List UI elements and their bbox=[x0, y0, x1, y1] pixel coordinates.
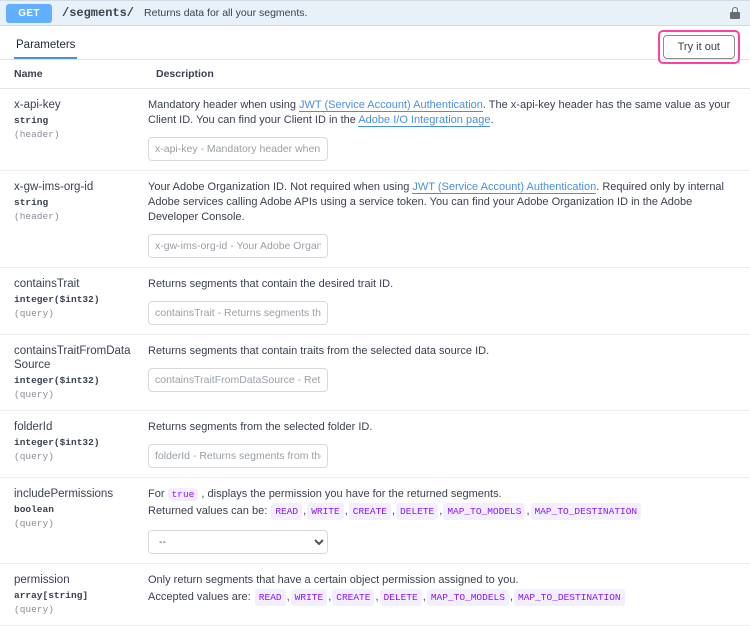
parameter-name: x-api-key bbox=[14, 99, 61, 111]
parameter-name-cell bbox=[0, 268, 142, 335]
table-row bbox=[0, 89, 750, 171]
description-text: Mandatory header when using bbox=[148, 99, 300, 111]
parameter-description-cell bbox=[142, 564, 750, 626]
description-text: For bbox=[148, 488, 168, 500]
parameter-name-cell bbox=[0, 335, 142, 411]
description-text: , displays the permission you have for the returned segments. bbox=[198, 488, 502, 500]
tabs-row bbox=[0, 26, 750, 60]
description-text: . The x-api-key header has the same value as your Client ID. You can find your Client ID in the bbox=[148, 99, 731, 126]
parameter-location: (query) bbox=[14, 389, 54, 400]
description-text: Your Adobe Organization ID. Not required when using bbox=[148, 181, 413, 193]
enum-value: READ bbox=[255, 589, 286, 606]
parameter-type: integer($int32) bbox=[14, 294, 100, 305]
parameters-table bbox=[0, 60, 750, 626]
parameter-description bbox=[148, 98, 734, 128]
enum-value: DELETE bbox=[380, 589, 422, 606]
parameter-description bbox=[148, 573, 734, 607]
enum-separator: , bbox=[303, 505, 307, 517]
parameter-name-cell bbox=[0, 411, 142, 478]
parameter-name-cell bbox=[0, 89, 142, 171]
operation-header[interactable] bbox=[0, 0, 750, 26]
parameter-description-cell bbox=[142, 89, 750, 171]
description-text: Only return segments that have a certain object permission assigned to you. bbox=[148, 574, 519, 586]
parameter-input-folderId[interactable] bbox=[148, 444, 328, 468]
operation-path: /segments/ bbox=[62, 6, 135, 20]
parameter-description-cell bbox=[142, 268, 750, 335]
description-text: Returns segments from the selected folder ID. bbox=[148, 421, 373, 433]
description-text: Returns segments that contain the desired trait ID. bbox=[148, 278, 394, 290]
table-row bbox=[0, 268, 750, 335]
table-row bbox=[0, 411, 750, 478]
parameter-location: (header) bbox=[14, 211, 60, 222]
description-text: Returned values can be: bbox=[148, 505, 271, 517]
parameter-select-includePermissions[interactable] bbox=[148, 530, 328, 554]
table-row bbox=[0, 335, 750, 411]
parameter-location: (query) bbox=[14, 308, 54, 319]
enum-separator: , bbox=[526, 505, 530, 517]
enum-separator: , bbox=[422, 591, 426, 603]
parameter-type: integer($int32) bbox=[14, 437, 100, 448]
parameter-description-cell bbox=[142, 478, 750, 564]
parameter-input-containsTraitFromDataSource[interactable] bbox=[148, 368, 328, 392]
enum-value: READ bbox=[271, 503, 302, 520]
try-it-out-button[interactable]: Try it out bbox=[663, 35, 735, 59]
parameter-description bbox=[148, 344, 734, 359]
description-text: . Required only by internal Adobe services calling Adobe APIs using a service token. You can find your Adobe Organization ID in the Adobe Developer Console. bbox=[148, 181, 724, 223]
parameter-name-cell bbox=[0, 171, 142, 268]
parameter-description bbox=[148, 180, 734, 225]
table-row bbox=[0, 564, 750, 626]
enum-separator: , bbox=[344, 505, 348, 517]
http-method-badge: GET bbox=[6, 4, 52, 23]
parameter-location: (query) bbox=[14, 518, 54, 529]
parameter-type: string bbox=[14, 197, 49, 208]
enum-separator: , bbox=[375, 591, 379, 603]
parameters-rows bbox=[0, 89, 750, 626]
enum-value: MAP_TO_MODELS bbox=[443, 503, 525, 520]
enum-value: MAP_TO_DESTINATION bbox=[514, 589, 625, 606]
parameter-location: (header) bbox=[14, 129, 60, 140]
parameter-input-x-api-key[interactable] bbox=[148, 137, 328, 161]
enum-value: MAP_TO_MODELS bbox=[427, 589, 509, 606]
enum-separator: , bbox=[286, 591, 290, 603]
tab-parameters[interactable]: Parameters bbox=[14, 39, 77, 59]
lock-icon[interactable] bbox=[728, 6, 742, 20]
parameter-name-cell bbox=[0, 564, 142, 626]
parameter-name: permission bbox=[14, 574, 70, 586]
parameter-description bbox=[148, 420, 734, 435]
try-it-out-highlight bbox=[658, 30, 740, 64]
operation-summary: Returns data for all your segments. bbox=[144, 7, 308, 19]
parameter-description-cell bbox=[142, 171, 750, 268]
parameter-description bbox=[148, 277, 734, 292]
description-text: . bbox=[490, 114, 494, 126]
description-text: Accepted values are: bbox=[148, 591, 254, 603]
parameter-name: includePermissions bbox=[14, 488, 114, 500]
parameter-name: x-gw-ims-org-id bbox=[14, 181, 94, 193]
parameter-type: array[string] bbox=[14, 590, 89, 601]
table-row bbox=[0, 478, 750, 564]
parameter-name: containsTraitFromDataSource bbox=[14, 345, 131, 371]
enum-value: DELETE bbox=[396, 503, 438, 520]
description-link[interactable]: JWT (Service Account) Authentication bbox=[299, 99, 483, 111]
description-text: Returns segments that contain traits from the selected data source ID. bbox=[148, 345, 490, 357]
enum-value: WRITE bbox=[291, 589, 328, 606]
parameter-type: boolean bbox=[14, 504, 54, 515]
column-header-name: Name bbox=[0, 60, 142, 89]
enum-value: WRITE bbox=[307, 503, 344, 520]
parameter-description bbox=[148, 487, 734, 521]
parameter-location: (query) bbox=[14, 451, 54, 462]
enum-value: MAP_TO_DESTINATION bbox=[531, 503, 642, 520]
parameter-input-x-gw-ims-org-id[interactable] bbox=[148, 234, 328, 258]
column-header-description: Description bbox=[142, 60, 750, 89]
enum-value: CREATE bbox=[349, 503, 391, 520]
table-header-row bbox=[0, 60, 750, 89]
enum-separator: , bbox=[509, 591, 513, 603]
parameter-name: containsTrait bbox=[14, 278, 80, 290]
table-row bbox=[0, 171, 750, 268]
description-link[interactable]: JWT (Service Account) Authentication bbox=[412, 181, 597, 193]
parameter-name: folderId bbox=[14, 421, 53, 433]
enum-separator: , bbox=[439, 505, 443, 517]
parameter-input-containsTrait[interactable] bbox=[148, 301, 328, 325]
description-link[interactable]: Adobe I/O Integration page bbox=[358, 114, 491, 126]
inline-code: true bbox=[168, 488, 199, 501]
parameter-type: integer($int32) bbox=[14, 375, 100, 386]
enum-value: CREATE bbox=[332, 589, 374, 606]
enum-separator: , bbox=[328, 591, 332, 603]
parameter-name-cell bbox=[0, 478, 142, 564]
enum-separator: , bbox=[391, 505, 396, 517]
parameter-type: string bbox=[14, 115, 49, 126]
parameter-location: (query) bbox=[14, 604, 54, 615]
parameter-description-cell bbox=[142, 411, 750, 478]
parameter-description-cell bbox=[142, 335, 750, 411]
